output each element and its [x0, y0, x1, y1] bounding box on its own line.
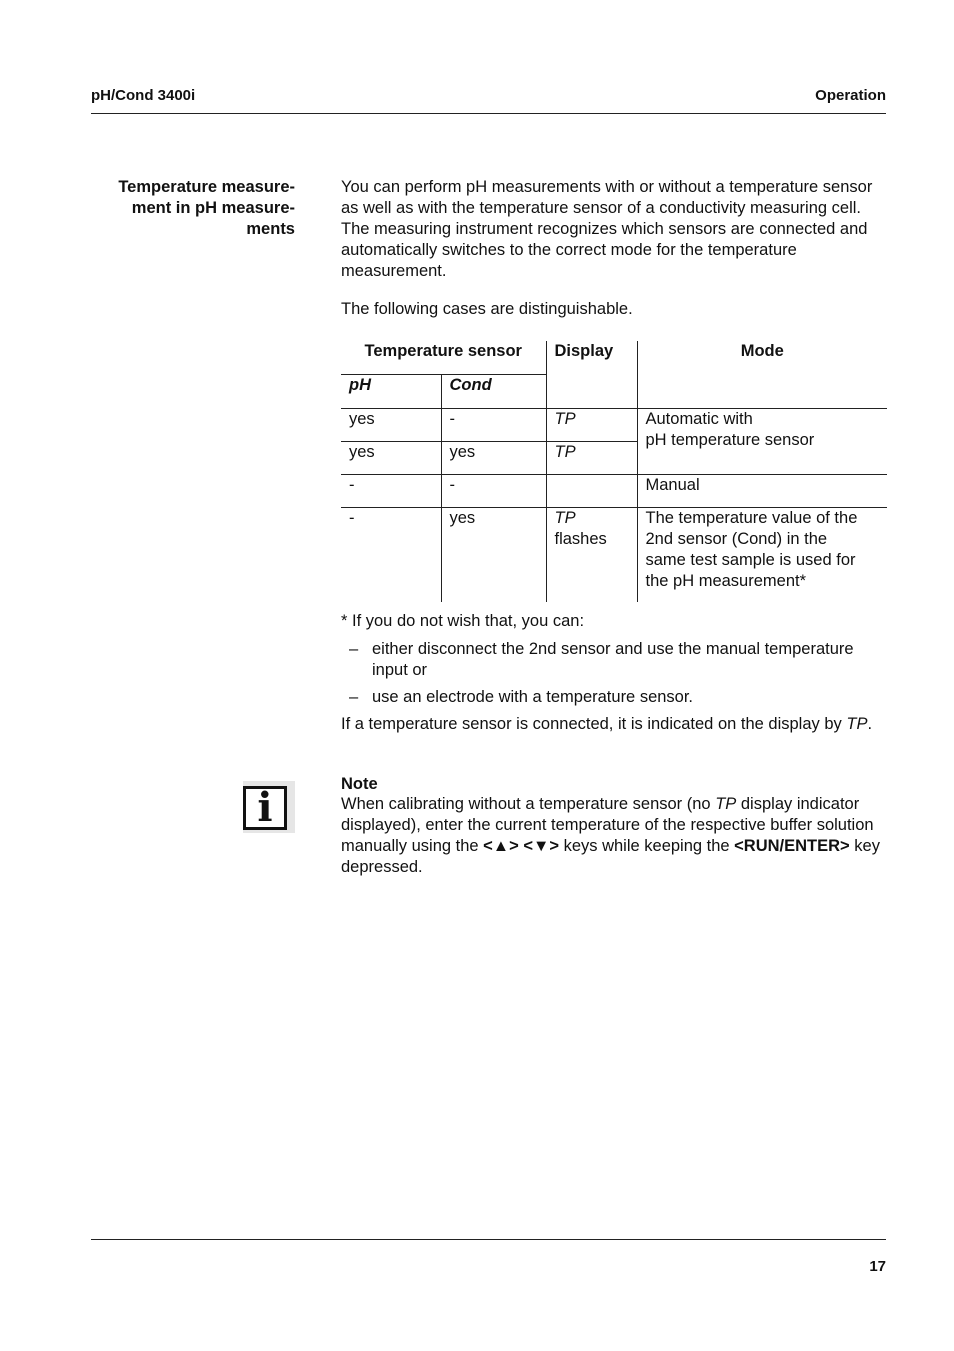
key-down: <▼>: [523, 837, 559, 855]
mode-line: the pH measurement*: [645, 571, 806, 590]
list-item-text: use an electrode with a temperature sensor.: [372, 688, 694, 706]
footer-rule: [91, 1239, 886, 1240]
cases-intro: The following cases are distinguishable.: [341, 300, 633, 318]
section-heading-line: ment in pH measure-: [131, 199, 295, 217]
list-dash: –: [349, 640, 359, 658]
header-mode: Mode: [637, 341, 887, 408]
cell-mode-cond: [637, 507, 887, 602]
cell-cond: yes: [441, 507, 546, 602]
key-up: <▲>: [483, 837, 519, 855]
running-header-title: pH/Cond 3400i: [91, 87, 196, 104]
mode-line: Automatic with: [645, 409, 753, 428]
display-tp: TP: [554, 508, 576, 527]
note-text: key depressed.: [341, 837, 880, 876]
cell-cond: -: [441, 474, 546, 507]
list-item-text: either disconnect the 2nd sensor and use the manual temperature input or: [372, 640, 854, 679]
header-temperature-sensor: Temperature sensor: [341, 341, 546, 374]
cell-display: [546, 474, 637, 507]
intro-paragraph: You can perform pH measurements with or without a temperature sensor as well as with the temperature sensor of a conductivity measuring cell. The measuring instrument recognizes which sensors are connected and automatically switches to the correct mode for the temperature measurement.: [341, 178, 873, 280]
para-text: If a temperature sensor is connected, it is indicated on the display by: [341, 715, 847, 733]
mode-line: The temperature value of the: [645, 508, 858, 527]
list-item: [341, 687, 887, 708]
cell-ph: -: [341, 507, 441, 602]
note-text: When calibrating without a temperature sensor (no: [341, 795, 716, 813]
page-number: 17: [869, 1258, 886, 1275]
mode-line: pH temperature sensor: [645, 430, 815, 449]
mode-line: 2nd sensor (Cond) in the: [645, 529, 828, 548]
cell-display: TP: [546, 441, 637, 474]
note-body: [341, 794, 887, 878]
display-flashes: flashes: [554, 529, 607, 548]
temperature-cases-table: [341, 341, 887, 602]
cell-display: [546, 507, 637, 602]
cell-ph: yes: [341, 441, 441, 474]
header-display: Display: [546, 341, 637, 408]
cell-ph: yes: [341, 408, 441, 441]
section-heading-line: ments: [246, 220, 295, 238]
cell-mode-automatic: [637, 408, 887, 474]
info-icon: [243, 781, 295, 833]
cell-mode-manual: Manual: [637, 474, 887, 507]
note-text: display indicator displayed), enter the current temperature of the respective buffer solution manually using the: [341, 795, 874, 855]
header-ph: pH: [341, 374, 441, 408]
table-row: [341, 408, 887, 441]
key-run-enter: <RUN/ENTER>: [734, 837, 850, 855]
note-title: Note: [341, 775, 378, 793]
cell-display: TP: [546, 408, 637, 441]
note-text: keys while keeping the: [558, 837, 735, 855]
mode-line: same test sample is used for: [645, 550, 856, 569]
table-row: [341, 474, 887, 507]
footnote: * If you do not wish that, you can:: [341, 612, 585, 630]
section-heading-line: Temperature measure-: [118, 178, 295, 196]
cell-ph: -: [341, 474, 441, 507]
tp-symbol: TP: [846, 715, 868, 733]
section-heading: [96, 177, 295, 240]
table-row: [341, 507, 887, 602]
list-dash: –: [349, 688, 359, 706]
tp-indicator-paragraph: [341, 714, 887, 735]
tp-symbol: TP: [715, 795, 737, 813]
header-rule: [91, 113, 886, 114]
list-item: [341, 639, 887, 681]
running-header-section: Operation: [815, 87, 886, 104]
cell-cond: -: [441, 408, 546, 441]
para-text-end: .: [867, 715, 873, 733]
cell-cond: yes: [441, 441, 546, 474]
header-cond: Cond: [441, 374, 546, 408]
info-icon-glyph: i: [257, 784, 273, 831]
